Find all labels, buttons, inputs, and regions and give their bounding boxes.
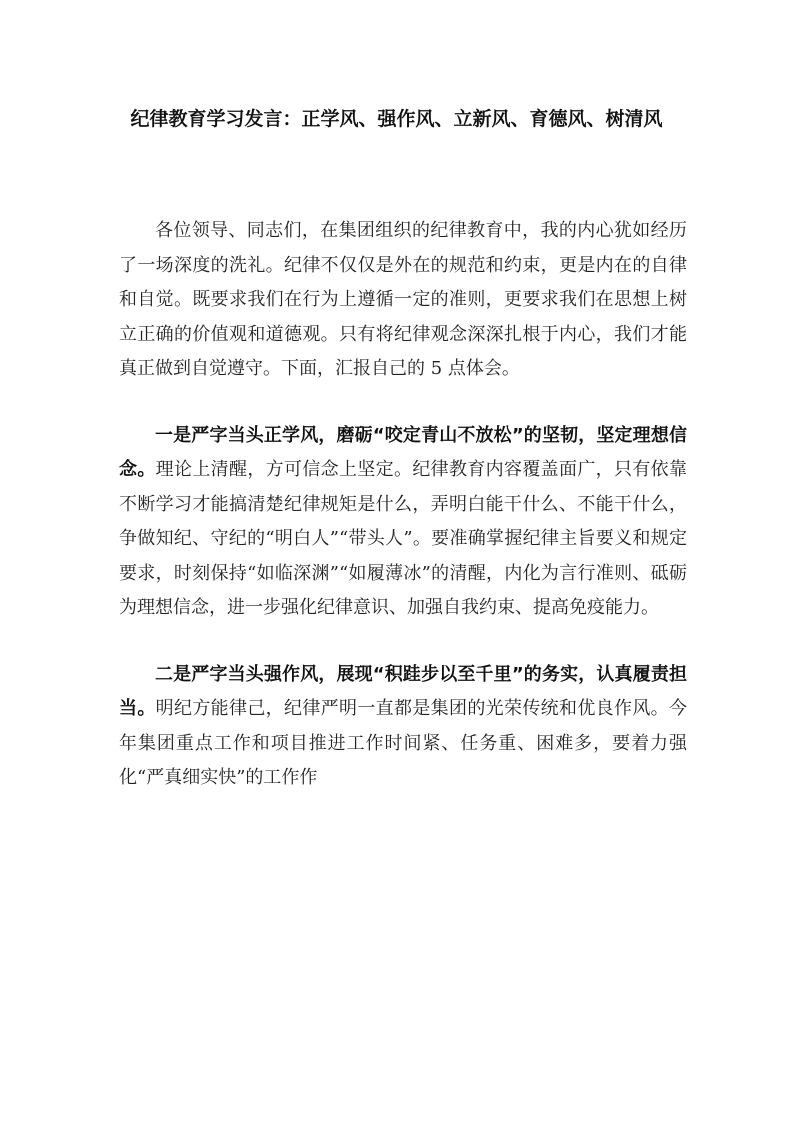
paragraph-lead: 二是严字当头强作风，展现“积跬步以至千里”的务实，认真履责担当。 [119,663,687,719]
paragraph-point-2 [119,658,687,796]
paragraph-text: 理论上清醒，方可信念上坚定。纪律教育内容覆盖面广，只有依靠不断学习才能搞清楚纪律规矩是什么，弄明白能干什么、不能干什么，争做知纪、守纪的“明白人”“带头人”。要准确掌握纪律主旨要义和规定要求，时刻保持“如临深渊”“如履薄冰”的清醒，内化为言行准则、砥砺为理想信念，进一步强化纪律意识、加强自我约束、提高免疫能力。 [119,459,688,618]
paragraph-point-1 [119,419,687,626]
paragraph-text: 明纪方能律己，纪律严明一直都是集团的光荣传统和优良作风。今年集团重点工作和项目推进工作时间紧、任务重、困难多，要着力强化“严真细实快”的工作作 [119,698,688,788]
paragraph-intro [119,214,687,387]
paragraph-lead: 一是严字当头正学风，磨砺“咬定青山不放松”的坚韧，坚定理想信念。 [119,424,687,480]
document-title: 纪律教育学习发言：正学风、强作风、立新风、育德风、树清风 [130,108,663,130]
paragraph-text: 各位领导、同志们，在集团组织的纪律教育中，我的内心犹如经历了一场深度的洗礼。纪律不仅仅是外在的规范和约束，更是内在的自律和自觉。既要求我们在行为上遵循一定的准则，更要求我们在思想上树立正确的价值观和道德观。只有将纪律观念深深扎根于内心，我们才能真正做到自觉遵守。下面，汇报自己的 5 点体会。 [119,220,687,379]
document-body [119,214,687,828]
